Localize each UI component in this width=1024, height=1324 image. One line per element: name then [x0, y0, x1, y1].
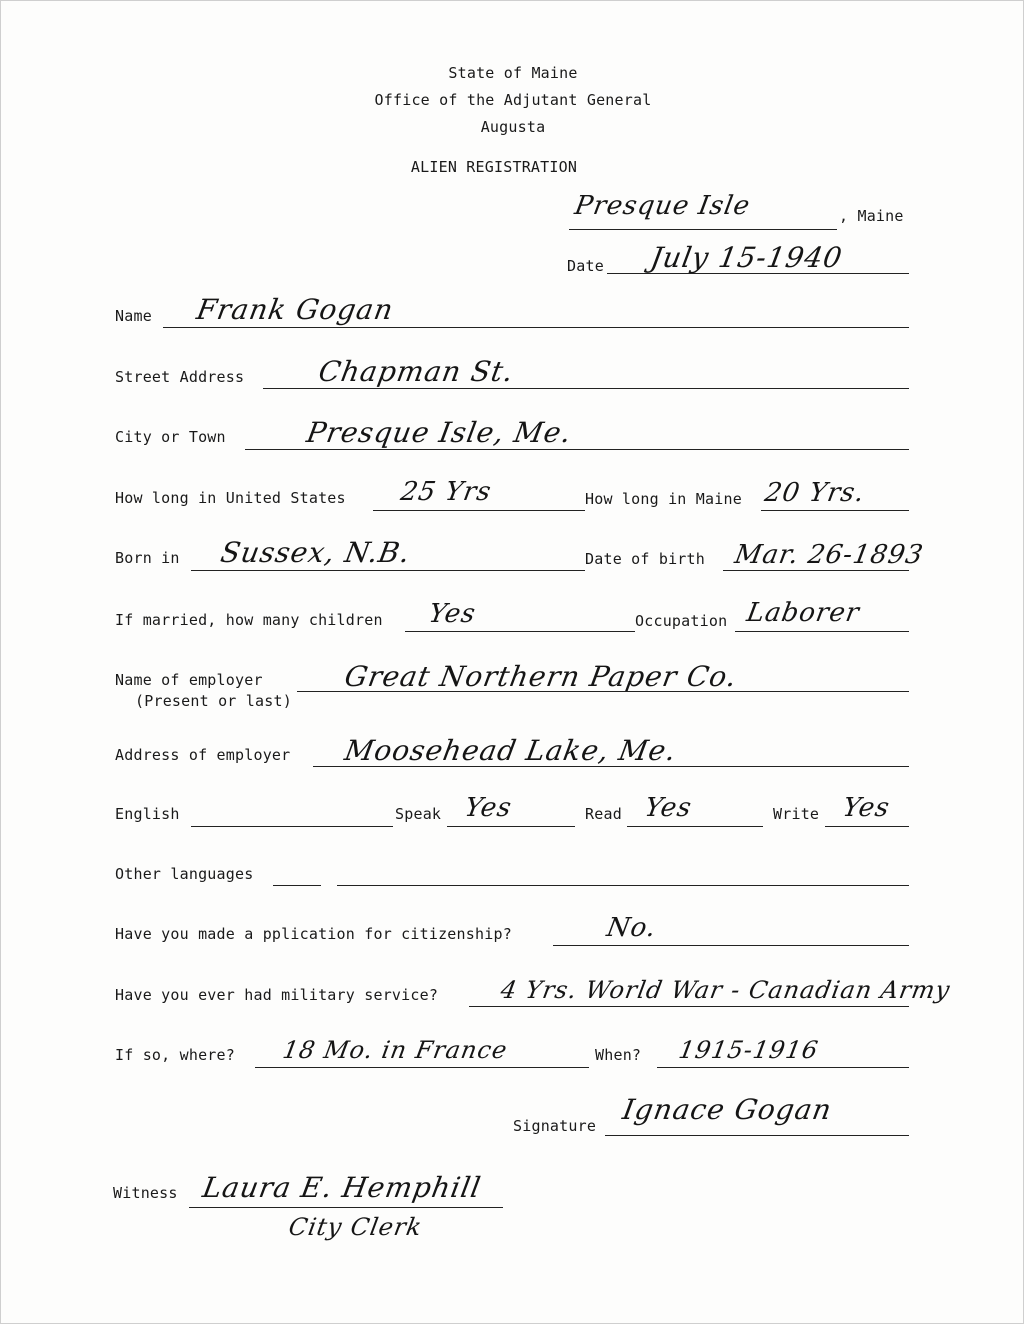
how-long-us-label: How long in United States [115, 489, 346, 507]
children-line [405, 631, 635, 632]
street-value: Chapman St. [316, 355, 517, 388]
years-maine-value: 20 Yrs. [762, 478, 868, 508]
employer-sub-label: (Present or last) [135, 692, 292, 710]
write-label: Write [773, 805, 820, 823]
employer-address-value: Moosehead Lake, Me. [342, 734, 680, 767]
citizenship-value: No. [604, 913, 659, 943]
employer-address-label: Address of employer [115, 746, 291, 764]
years-us-value: 25 Yrs [398, 477, 494, 507]
witness-value: Laura E. Hemphill [200, 1171, 484, 1204]
children-value: Yes [426, 599, 479, 629]
employer-address-line [313, 766, 909, 767]
form-title: ALIEN REGISTRATION [410, 158, 578, 176]
street-line [263, 388, 909, 389]
city-line [245, 449, 909, 450]
signature-line [605, 1135, 909, 1136]
how-long-maine-label: How long in Maine [585, 490, 742, 508]
when-label: When? [595, 1046, 642, 1064]
where-label: If so, where? [115, 1046, 235, 1064]
english-line [191, 826, 393, 827]
witness-label: Witness [113, 1184, 178, 1202]
witness-title-value: City Clerk [286, 1213, 425, 1241]
employer-value: Great Northern Paper Co. [342, 660, 740, 693]
where-value: 18 Mo. in France [280, 1036, 510, 1064]
speak-line [447, 826, 575, 827]
married-label: If married, how many children [115, 611, 383, 629]
name-value: Frank Gogan [194, 293, 397, 326]
citizenship-line [553, 945, 909, 946]
maine-suffix: , Maine [839, 207, 904, 225]
years-maine-line [761, 510, 909, 511]
dob-label: Date of birth [585, 550, 705, 568]
write-value: Yes [840, 793, 893, 823]
other-languages-line-a [273, 885, 321, 886]
when-value: 1915-1916 [676, 1036, 821, 1064]
employer-line [297, 691, 909, 692]
dob-line [723, 570, 909, 571]
occupation-label: Occupation [635, 612, 728, 630]
signature-value: Ignace Gogan [620, 1093, 835, 1126]
state-heading: State of Maine [448, 64, 578, 82]
read-value: Yes [642, 793, 695, 823]
office-heading: Office of the Adjutant General [374, 91, 652, 109]
witness-line [189, 1207, 503, 1208]
when-line [657, 1067, 909, 1068]
street-label: Street Address [115, 368, 245, 386]
born-in-line [191, 570, 585, 571]
date-label: Date [567, 257, 604, 275]
other-languages-line-b [337, 885, 909, 886]
dob-value: Mar. 26-1893 [732, 540, 926, 570]
other-languages-label: Other languages [115, 865, 254, 883]
date-line [607, 273, 909, 274]
born-in-label: Born in [115, 549, 180, 567]
employer-label: Name of employer [115, 671, 263, 689]
speak-label: Speak [395, 805, 442, 823]
date-value: July 15-1940 [648, 241, 846, 274]
military-label: Have you ever had military service? [115, 986, 439, 1004]
occupation-line [735, 631, 909, 632]
years-us-line [373, 510, 585, 511]
place-value: Presque Isle [572, 191, 753, 221]
place-line [569, 229, 837, 230]
write-line [825, 826, 909, 827]
city-heading: Augusta [480, 118, 546, 136]
where-line [255, 1067, 589, 1068]
name-label: Name [115, 307, 152, 325]
read-label: Read [585, 805, 622, 823]
city-label: City or Town [115, 428, 226, 446]
read-line [627, 826, 763, 827]
city-value: Presque Isle, Me. [304, 416, 575, 449]
name-line [163, 327, 909, 328]
speak-value: Yes [462, 793, 515, 823]
citizenship-label: Have you made a pplication for citizenship? [115, 925, 512, 943]
born-in-value: Sussex, N.B. [218, 536, 414, 569]
english-label: English [115, 805, 180, 823]
military-line [469, 1006, 909, 1007]
occupation-value: Laborer [744, 598, 862, 628]
signature-label: Signature [513, 1117, 597, 1135]
military-value: 4 Yrs. World War - Canadian Army [498, 976, 953, 1004]
